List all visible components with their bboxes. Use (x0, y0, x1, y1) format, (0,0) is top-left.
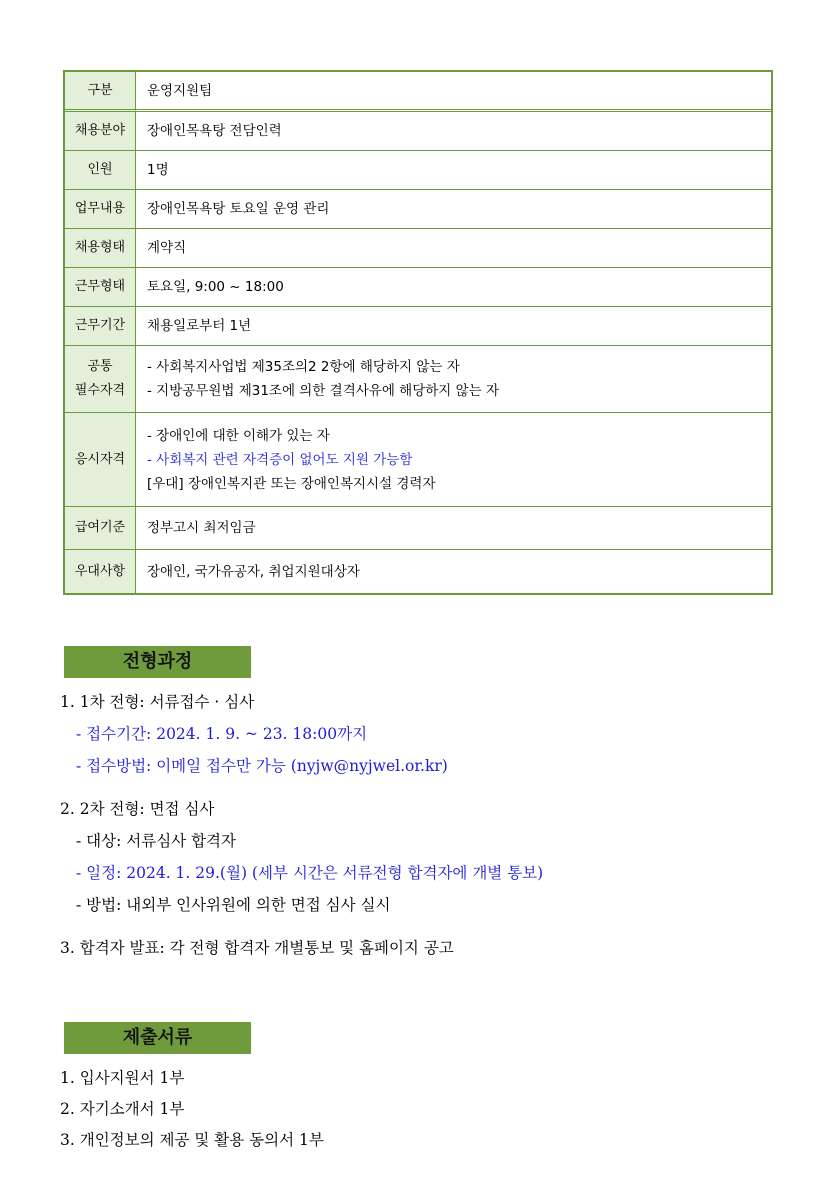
list-item: - 방법: 내외부 인사위원에 의한 면접 심사 실시 (76, 896, 391, 914)
list-item: 2. 자기소개서 1부 (60, 1100, 185, 1118)
row-value (136, 151, 771, 190)
list-item: 3. 합격자 발표: 각 전형 합격자 개별통보 및 홈페이지 공고 (60, 939, 454, 957)
row-value (136, 229, 771, 268)
row-value (136, 112, 771, 151)
row-label: 급여기준 (65, 507, 136, 550)
row-value-line: 장애인목욕탕 토요일 운영 관리 (147, 201, 330, 217)
row-value-line: 운영지원팀 (147, 82, 213, 99)
table-row (65, 346, 771, 413)
table-row (65, 151, 771, 190)
table-row (65, 507, 771, 550)
row-value-line: 계약직 (147, 240, 187, 256)
row-label: 구분 (65, 72, 136, 112)
list-item: - 대상: 서류심사 합격자 (76, 832, 236, 850)
row-label: 우대사항 (65, 550, 136, 593)
list-item: 1. 1차 전형: 서류접수 · 심사 (60, 693, 255, 711)
row-value-line: 정부고시 최저임금 (147, 520, 256, 536)
row-value-line: - 사회복지 관련 자격증이 없어도 지원 가능함 (147, 451, 413, 468)
row-value (136, 268, 771, 307)
row-label: 업무내용 (65, 190, 136, 229)
table-row (65, 190, 771, 229)
row-label: 근무형태 (65, 268, 136, 307)
list-item: 3. 개인정보의 제공 및 활용 동의서 1부 (60, 1131, 324, 1149)
row-value (136, 346, 771, 413)
row-value (136, 190, 771, 229)
list-item: - 접수방법: 이메일 접수만 가능 (nyjw@nyjwel.or.kr) (76, 757, 448, 775)
row-value-line: 채용일로부터 1년 (147, 318, 252, 334)
row-value-line: 1명 (147, 162, 169, 178)
table-row (65, 268, 771, 307)
section-title-submission-documents: 제출서류 (64, 1022, 251, 1054)
row-label: 응시자격 (65, 413, 136, 507)
row-value-line: 장애인, 국가유공자, 취업지원대상자 (147, 563, 360, 580)
row-label: 근무기간 (65, 307, 136, 346)
row-value (136, 413, 771, 507)
list-item: - 접수기간: 2024. 1. 9. ~ 23. 18:00까지 (76, 725, 368, 743)
row-label: 인원 (65, 151, 136, 190)
table-row (65, 413, 771, 507)
table-row (65, 72, 771, 112)
row-label: 채용분야 (65, 112, 136, 151)
row-label: 채용형태 (65, 229, 136, 268)
list-item: 1. 입사지원서 1부 (60, 1069, 185, 1087)
table-row (65, 550, 771, 593)
row-value (136, 72, 771, 112)
row-value-line: - 사회복지사업법 제35조의2 2항에 해당하지 않는 자 (147, 359, 460, 375)
recruitment-info-table (63, 70, 773, 595)
list-item: - 일정: 2024. 1. 29.(월) (세부 시간은 서류전형 합격자에 개별 통보) (76, 864, 544, 882)
row-value-line: - 지방공무원법 제31조에 의한 결격사유에 해당하지 않는 자 (147, 383, 500, 399)
row-value (136, 550, 771, 593)
row-value (136, 507, 771, 550)
row-value-line: - 장애인에 대한 이해가 있는 자 (147, 427, 330, 444)
table-row (65, 229, 771, 268)
row-label: 공통 필수자격 (65, 346, 136, 413)
row-value-line: [우대] 장애인복지관 또는 장애인복지시설 경력자 (147, 475, 436, 492)
table-row (65, 307, 771, 346)
section-title-selection-process: 전형과정 (64, 646, 251, 678)
row-value-line: 장애인목욕탕 전담인력 (147, 123, 282, 139)
list-item: 2. 2차 전형: 면접 심사 (60, 800, 215, 818)
row-value-line: 토요일, 9:00 ~ 18:00 (147, 279, 284, 295)
table-row (65, 112, 771, 151)
row-value (136, 307, 771, 346)
